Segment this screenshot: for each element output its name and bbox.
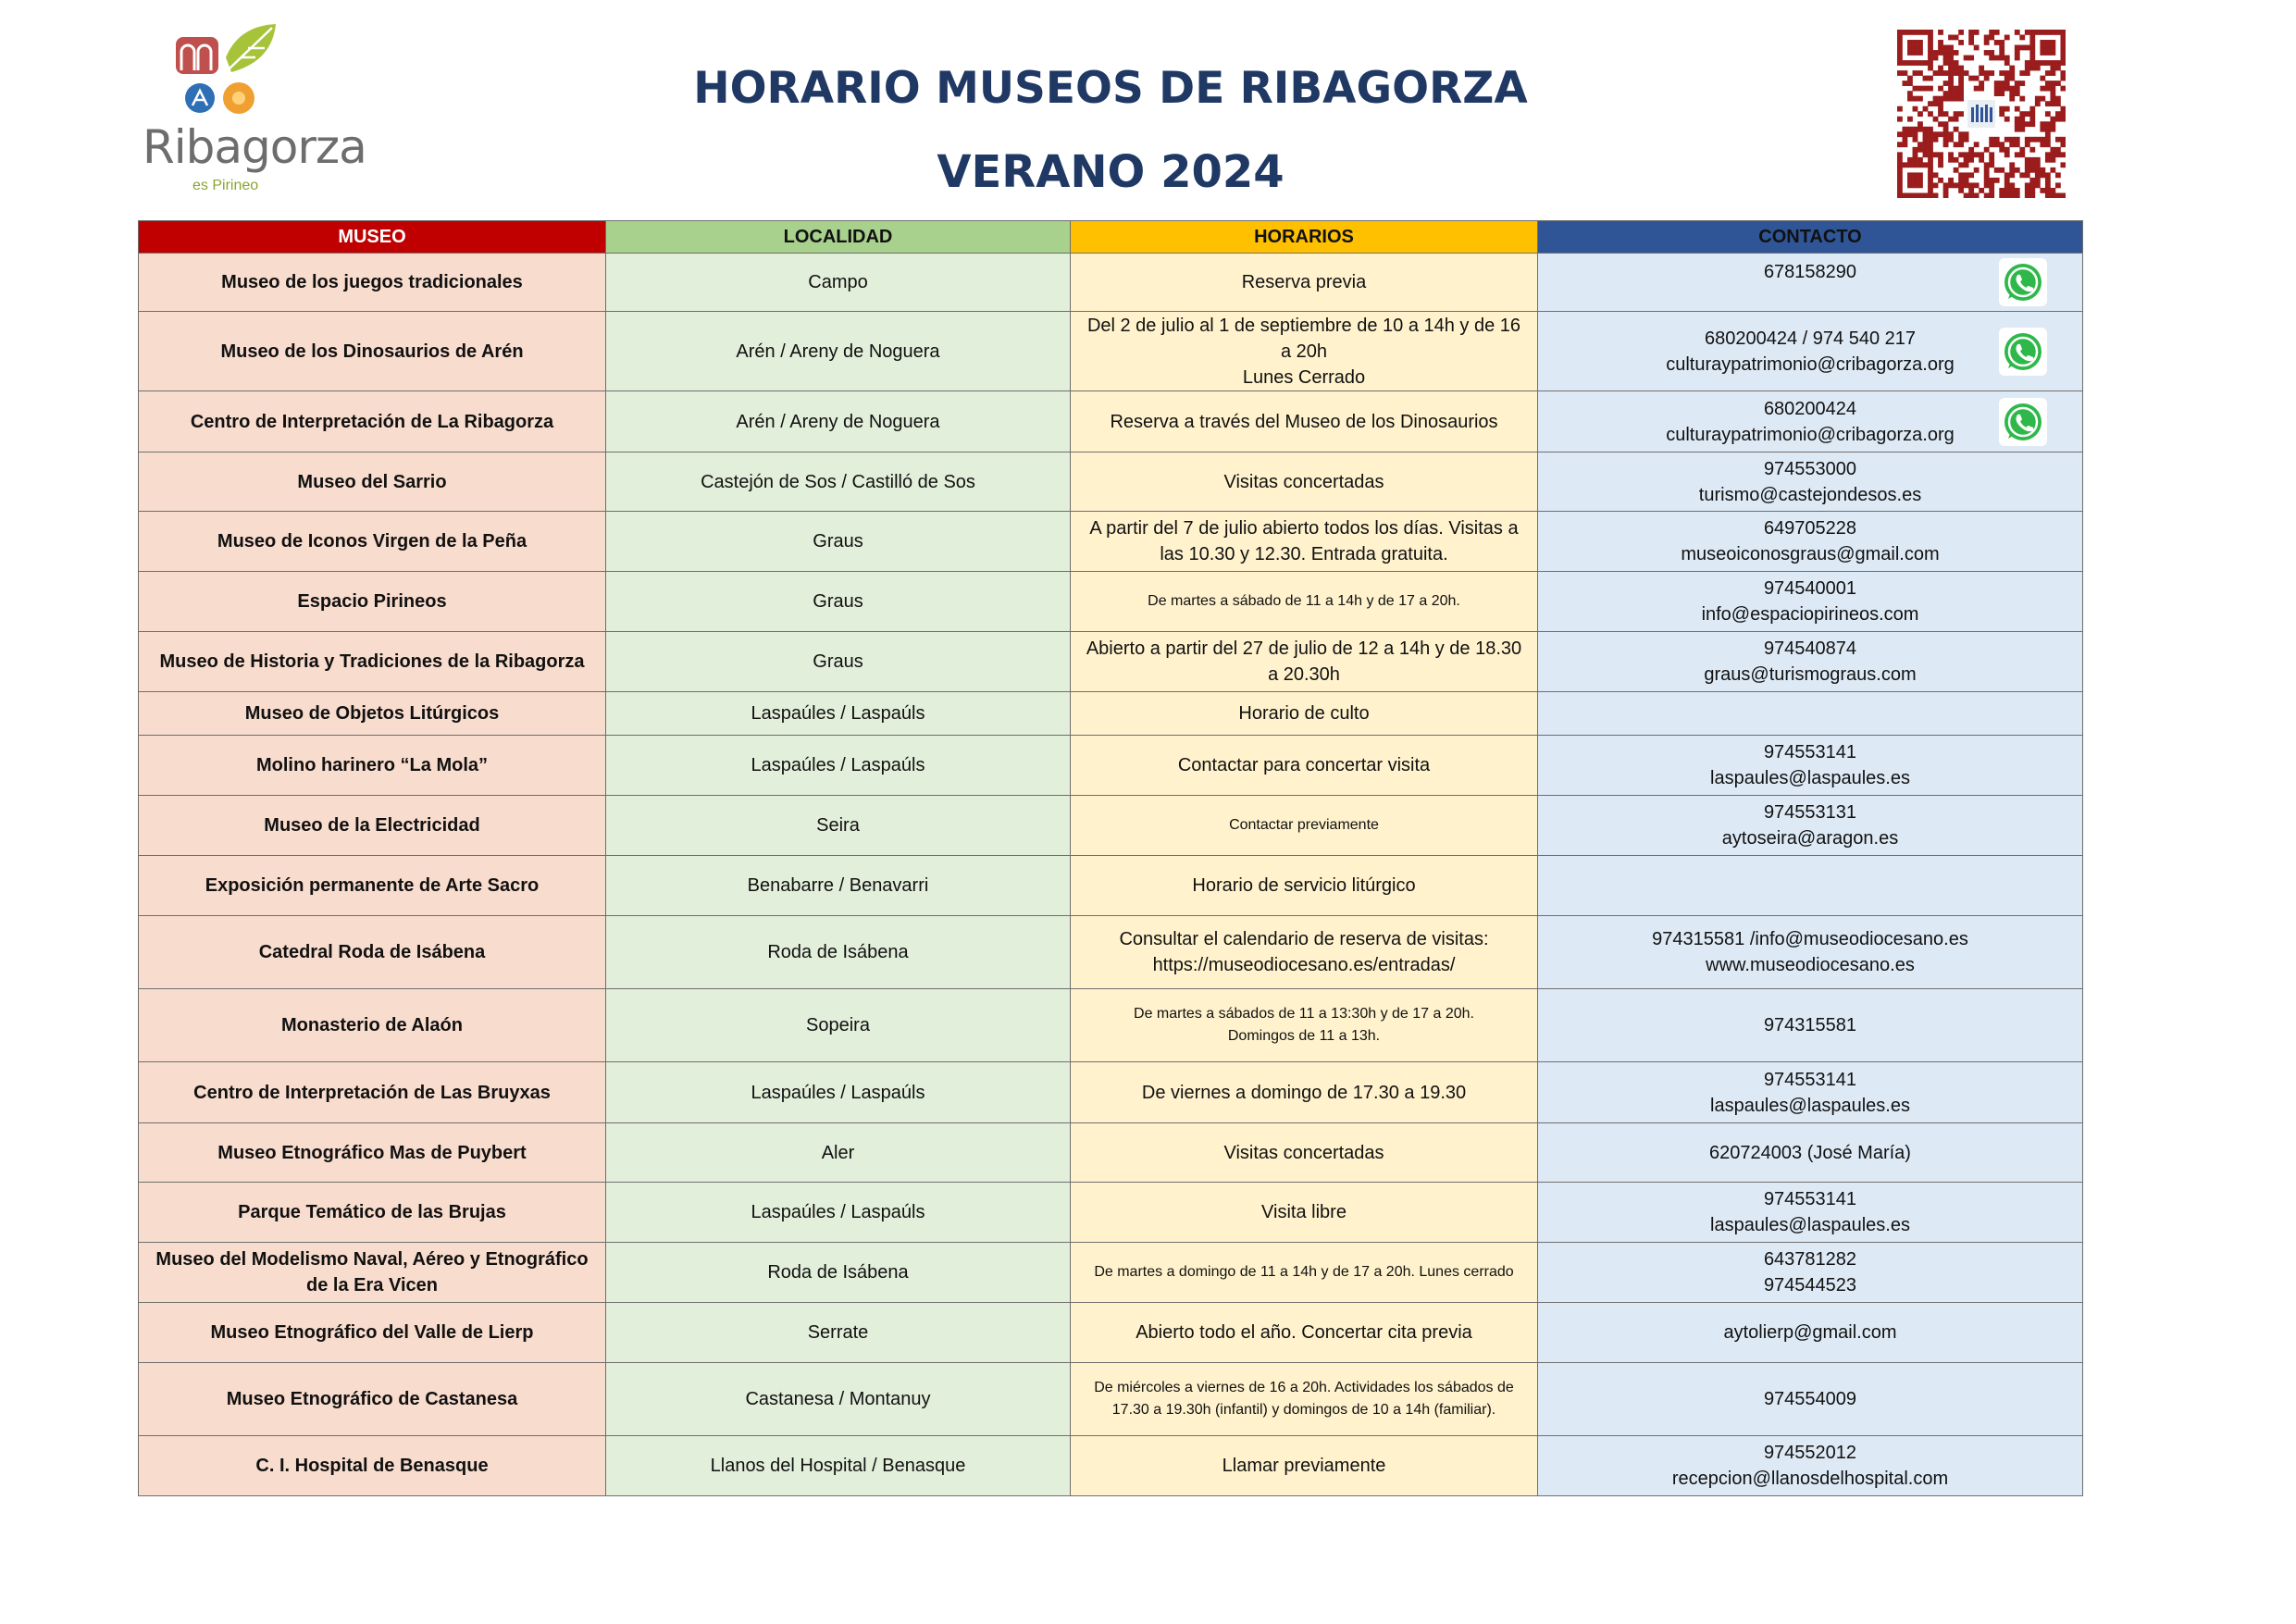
museo-cell bbox=[139, 1183, 606, 1243]
contacto-cell bbox=[1538, 1243, 2083, 1303]
localidad-cell-text: Serrate bbox=[807, 1322, 869, 1343]
whatsapp-icon[interactable] bbox=[1999, 398, 2047, 446]
museo-cell bbox=[139, 1123, 606, 1183]
table-row bbox=[139, 312, 2083, 391]
table-header-row bbox=[139, 221, 2083, 254]
contacto-cell-text: 974553000 turismo@castejondesos.es bbox=[1698, 458, 1922, 505]
contacto-cell-text: 649705228 museoiconosgraus@gmail.com bbox=[1681, 518, 1940, 564]
localidad-cell bbox=[606, 989, 1071, 1062]
contacto-cell bbox=[1538, 452, 2083, 512]
table-row bbox=[139, 512, 2083, 572]
localidad-cell-text: Graus bbox=[813, 651, 863, 672]
horario-cell bbox=[1071, 391, 1538, 452]
contacto-cell-text: 974540001 info@espaciopirineos.com bbox=[1701, 578, 1919, 625]
localidad-cell-text: Arén / Areny de Noguera bbox=[736, 411, 940, 432]
table-row bbox=[139, 1183, 2083, 1243]
localidad-cell-text: Aler bbox=[821, 1142, 855, 1163]
localidad-cell bbox=[606, 512, 1071, 572]
museo-cell-text: Museo Etnográfico del Valle de Lierp bbox=[210, 1322, 534, 1343]
qr-code-graphic bbox=[1897, 30, 2066, 198]
contacto-cell bbox=[1538, 736, 2083, 796]
header-horarios: HORARIOS bbox=[1071, 221, 1538, 254]
horario-cell bbox=[1071, 632, 1538, 692]
museo-cell bbox=[139, 916, 606, 989]
horario-cell bbox=[1071, 1436, 1538, 1496]
museo-cell bbox=[139, 391, 606, 452]
horario-cell bbox=[1071, 989, 1538, 1062]
museo-cell bbox=[139, 856, 606, 916]
contacto-cell-text: 974540874 graus@turismograus.com bbox=[1704, 638, 1917, 685]
horario-cell bbox=[1071, 1123, 1538, 1183]
horario-cell bbox=[1071, 254, 1538, 312]
table-row bbox=[139, 1436, 2083, 1496]
contacto-cell-text: 974553141 laspaules@laspaules.es bbox=[1710, 742, 1910, 788]
contacto-cell bbox=[1538, 254, 2083, 312]
contacto-cell bbox=[1538, 512, 2083, 572]
table-row bbox=[139, 692, 2083, 736]
table-row bbox=[139, 632, 2083, 692]
header-localidad: LOCALIDAD bbox=[606, 221, 1071, 254]
localidad-cell-text: Arén / Areny de Noguera bbox=[736, 341, 940, 362]
logo-tagline: es Pirineo bbox=[192, 178, 259, 193]
horario-cell-text: Consultar el calendario de reserva de visitas: https://museodiocesano.es/entradas/ bbox=[1119, 929, 1489, 975]
horario-cell bbox=[1071, 736, 1538, 796]
horario-cell-text: De martes a sábados de 11 a 13:30h y de 17 a 20h. Domingos de 11 a 13h. bbox=[1134, 1006, 1474, 1044]
page-title: HORARIO MUSEOS DE RIBAGORZA bbox=[693, 63, 1528, 114]
museo-cell-text: C. I. Hospital de Benasque bbox=[255, 1456, 489, 1476]
horario-cell bbox=[1071, 312, 1538, 391]
contacto-cell bbox=[1538, 856, 2083, 916]
localidad-cell-text: Graus bbox=[813, 531, 863, 552]
contacto-cell bbox=[1538, 1303, 2083, 1363]
header-museo: MUSEO bbox=[139, 221, 606, 254]
horario-cell-text: De martes a domingo de 11 a 14h y de 17 a 20h. Lunes cerrado bbox=[1094, 1264, 1514, 1280]
museo-cell bbox=[139, 796, 606, 856]
whatsapp-icon[interactable] bbox=[1999, 328, 2047, 376]
horario-cell-text: Visita libre bbox=[1261, 1202, 1347, 1222]
table-row bbox=[139, 1123, 2083, 1183]
horario-cell-text: De viernes a domingo de 17.30 a 19.30 bbox=[1141, 1082, 1467, 1103]
contacto-cell bbox=[1538, 572, 2083, 632]
table-row bbox=[139, 1303, 2083, 1363]
horario-cell bbox=[1071, 796, 1538, 856]
museo-cell-text: Monasterio de Alaón bbox=[281, 1015, 463, 1035]
horario-cell-text: Del 2 de julio al 1 de septiembre de 10 a 14h y de 16 a 20h Lunes Cerrado bbox=[1086, 315, 1521, 388]
contacto-cell-text: 678158290 bbox=[1763, 262, 1857, 282]
contacto-cell bbox=[1538, 1062, 2083, 1123]
table-row bbox=[139, 1363, 2083, 1436]
contacto-cell-text: 974552012 recepcion@llanosdelhospital.com bbox=[1671, 1443, 1949, 1489]
museo-cell-text: Museo Etnográfico de Castanesa bbox=[226, 1389, 518, 1409]
contacto-cell-text: 680200424 culturaypatrimonio@cribagorza.org bbox=[1666, 398, 1955, 445]
localidad-cell bbox=[606, 254, 1071, 312]
contacto-cell-text: 974553131 aytoseira@aragon.es bbox=[1721, 802, 1899, 849]
horario-cell-text: Contactar para concertar visita bbox=[1177, 755, 1431, 775]
contacto-cell-text: 680200424 / 974 540 217 culturaypatrimonio@cribagorza.org bbox=[1666, 328, 1955, 375]
horario-cell-text: Reserva a través del Museo de los Dinosaurios bbox=[1110, 411, 1498, 432]
localidad-cell-text: Laspaúles / Laspaúls bbox=[751, 755, 925, 775]
horario-cell-text: De miércoles a viernes de 16 a 20h. Actividades los sábados de 17.30 a 19.30h (infantil) y domingos de 10 a 14h (familiar). bbox=[1094, 1380, 1514, 1418]
museo-cell-text: Museo Etnográfico Mas de Puybert bbox=[217, 1142, 527, 1163]
horario-cell bbox=[1071, 1303, 1538, 1363]
localidad-cell-text: Graus bbox=[813, 591, 863, 612]
museo-cell-text: Museo de los Dinosaurios de Arén bbox=[220, 341, 524, 362]
museo-cell bbox=[139, 452, 606, 512]
horario-cell bbox=[1071, 572, 1538, 632]
contacto-cell bbox=[1538, 1363, 2083, 1436]
museo-cell bbox=[139, 1303, 606, 1363]
localidad-cell bbox=[606, 1183, 1071, 1243]
table-row bbox=[139, 391, 2083, 452]
localidad-cell-text: Benabarre / Benavarri bbox=[747, 875, 929, 896]
contacto-cell bbox=[1538, 796, 2083, 856]
localidad-cell bbox=[606, 1243, 1071, 1303]
contacto-cell bbox=[1538, 391, 2083, 452]
contacto-cell-text: aytolierp@gmail.com bbox=[1723, 1322, 1897, 1343]
horario-cell bbox=[1071, 1363, 1538, 1436]
contacto-cell-text: 974315581 bbox=[1763, 1015, 1857, 1035]
localidad-cell bbox=[606, 312, 1071, 391]
contacto-cell-text: 643781282 974544523 bbox=[1763, 1249, 1857, 1295]
localidad-cell-text: Laspaúles / Laspaúls bbox=[751, 1082, 925, 1103]
table-row bbox=[139, 736, 2083, 796]
localidad-cell-text: Sopeira bbox=[806, 1015, 870, 1035]
museo-cell-text: Museo de Objetos Litúrgicos bbox=[244, 703, 500, 724]
museums-table bbox=[138, 220, 2083, 1496]
museo-cell bbox=[139, 632, 606, 692]
horario-cell bbox=[1071, 1243, 1538, 1303]
localidad-cell bbox=[606, 856, 1071, 916]
contacto-cell-text: 974554009 bbox=[1763, 1389, 1857, 1409]
table-row bbox=[139, 254, 2083, 312]
horario-cell bbox=[1071, 452, 1538, 512]
localidad-cell bbox=[606, 572, 1071, 632]
horario-cell bbox=[1071, 692, 1538, 736]
museo-cell-text: Museo de la Electricidad bbox=[264, 815, 480, 836]
localidad-cell bbox=[606, 1363, 1071, 1436]
horario-cell-text: A partir del 7 de julio abierto todos los días. Visitas a las 10.30 y 12.30. Entrada gratuita. bbox=[1089, 518, 1519, 564]
museo-cell bbox=[139, 572, 606, 632]
horario-cell-text: Reserva previa bbox=[1241, 272, 1367, 292]
table-row bbox=[139, 796, 2083, 856]
horario-cell bbox=[1071, 512, 1538, 572]
logo-wordmark: Ribagorza bbox=[143, 120, 366, 174]
localidad-cell-text: Castanesa / Montanuy bbox=[745, 1389, 931, 1409]
localidad-cell bbox=[606, 692, 1071, 736]
horario-cell bbox=[1071, 916, 1538, 989]
localidad-cell-text: Campo bbox=[808, 272, 868, 292]
museo-cell bbox=[139, 1062, 606, 1123]
localidad-cell bbox=[606, 1436, 1071, 1496]
localidad-cell bbox=[606, 1123, 1071, 1183]
contacto-cell bbox=[1538, 989, 2083, 1062]
horario-cell-text: De martes a sábado de 11 a 14h y de 17 a 20h. bbox=[1148, 593, 1460, 609]
museo-cell bbox=[139, 1436, 606, 1496]
localidad-cell-text: Roda de Isábena bbox=[767, 1262, 909, 1283]
table-row bbox=[139, 856, 2083, 916]
horario-cell-text: Visitas concertadas bbox=[1223, 471, 1384, 492]
contacto-cell bbox=[1538, 692, 2083, 736]
localidad-cell bbox=[606, 632, 1071, 692]
contacto-cell-text: 974553141 laspaules@laspaules.es bbox=[1710, 1069, 1910, 1116]
localidad-cell bbox=[606, 391, 1071, 452]
museo-cell-text: Espacio Pirineos bbox=[297, 591, 447, 612]
museo-cell-text: Museo del Modelismo Naval, Aéreo y Etnográfico de la Era Vicen bbox=[155, 1249, 589, 1295]
museo-cell-text: Parque Temático de las Brujas bbox=[238, 1202, 506, 1222]
localidad-cell-text: Laspaúles / Laspaúls bbox=[751, 703, 925, 724]
localidad-cell bbox=[606, 1303, 1071, 1363]
museo-cell-text: Centro de Interpretación de Las Bruyxas bbox=[193, 1082, 551, 1103]
museo-cell bbox=[139, 512, 606, 572]
table-row bbox=[139, 452, 2083, 512]
museo-cell-text: Molino harinero “La Mola” bbox=[255, 755, 488, 775]
localidad-cell-text: Seira bbox=[816, 815, 860, 836]
museo-cell-text: Museo del Sarrio bbox=[297, 471, 447, 492]
horario-cell-text: Abierto todo el año. Concertar cita previa bbox=[1136, 1322, 1472, 1343]
contacto-cell-text: 620724003 (José María) bbox=[1709, 1142, 1911, 1163]
museo-cell bbox=[139, 1363, 606, 1436]
contacto-cell bbox=[1538, 1183, 2083, 1243]
localidad-cell bbox=[606, 916, 1071, 989]
contacto-cell bbox=[1538, 312, 2083, 391]
table-row bbox=[139, 1062, 2083, 1123]
horario-cell-text: Contactar previamente bbox=[1229, 817, 1379, 833]
whatsapp-icon[interactable] bbox=[1999, 258, 2047, 306]
table-row bbox=[139, 916, 2083, 989]
horario-cell bbox=[1071, 856, 1538, 916]
localidad-cell bbox=[606, 736, 1071, 796]
museo-cell bbox=[139, 692, 606, 736]
contacto-cell bbox=[1538, 1123, 2083, 1183]
localidad-cell-text: Laspaúles / Laspaúls bbox=[751, 1202, 925, 1222]
museo-cell bbox=[139, 254, 606, 312]
museo-cell bbox=[139, 312, 606, 391]
museo-cell-text: Museo de Historia y Tradiciones de la Ribagorza bbox=[159, 651, 585, 672]
museo-cell-text: Catedral Roda de Isábena bbox=[258, 942, 486, 962]
localidad-cell-text: Castejón de Sos / Castilló de Sos bbox=[701, 471, 975, 492]
horario-cell-text: Abierto a partir del 27 de julio de 12 a 14h y de 18.30 a 20.30h bbox=[1086, 638, 1522, 685]
horario-cell-text: Horario de servicio litúrgico bbox=[1192, 875, 1416, 896]
museo-cell bbox=[139, 736, 606, 796]
localidad-cell-text: Llanos del Hospital / Benasque bbox=[710, 1456, 966, 1476]
museo-cell-text: Museo de Iconos Virgen de la Peña bbox=[217, 531, 527, 552]
horario-cell bbox=[1071, 1183, 1538, 1243]
header-contacto: CONTACTO bbox=[1538, 221, 2083, 254]
table-row bbox=[139, 572, 2083, 632]
museo-cell-text: Centro de Interpretación de La Ribagorza bbox=[190, 411, 554, 432]
museo-cell bbox=[139, 1243, 606, 1303]
table-row bbox=[139, 989, 2083, 1062]
localidad-cell-text: Roda de Isábena bbox=[767, 942, 909, 962]
contacto-cell bbox=[1538, 632, 2083, 692]
museo-cell-text: Exposición permanente de Arte Sacro bbox=[205, 875, 540, 896]
horario-cell-text: Visitas concertadas bbox=[1223, 1142, 1384, 1163]
table-row bbox=[139, 1243, 2083, 1303]
localidad-cell bbox=[606, 452, 1071, 512]
horario-cell-text: Horario de culto bbox=[1238, 703, 1370, 724]
horario-cell bbox=[1071, 1062, 1538, 1123]
horario-cell-text: Llamar previamente bbox=[1222, 1456, 1386, 1476]
contacto-cell bbox=[1538, 916, 2083, 989]
page-subtitle: VERANO 2024 bbox=[937, 146, 1285, 198]
localidad-cell bbox=[606, 796, 1071, 856]
qr-code-icon bbox=[1897, 30, 2066, 198]
contacto-cell-text: 974315581 /info@museodiocesano.es www.museodiocesano.es bbox=[1652, 929, 1968, 975]
contacto-cell bbox=[1538, 1436, 2083, 1496]
localidad-cell bbox=[606, 1062, 1071, 1123]
museo-cell bbox=[139, 989, 606, 1062]
museo-cell-text: Museo de los juegos tradicionales bbox=[221, 272, 523, 292]
contacto-cell-text: 974553141 laspaules@laspaules.es bbox=[1710, 1189, 1910, 1235]
